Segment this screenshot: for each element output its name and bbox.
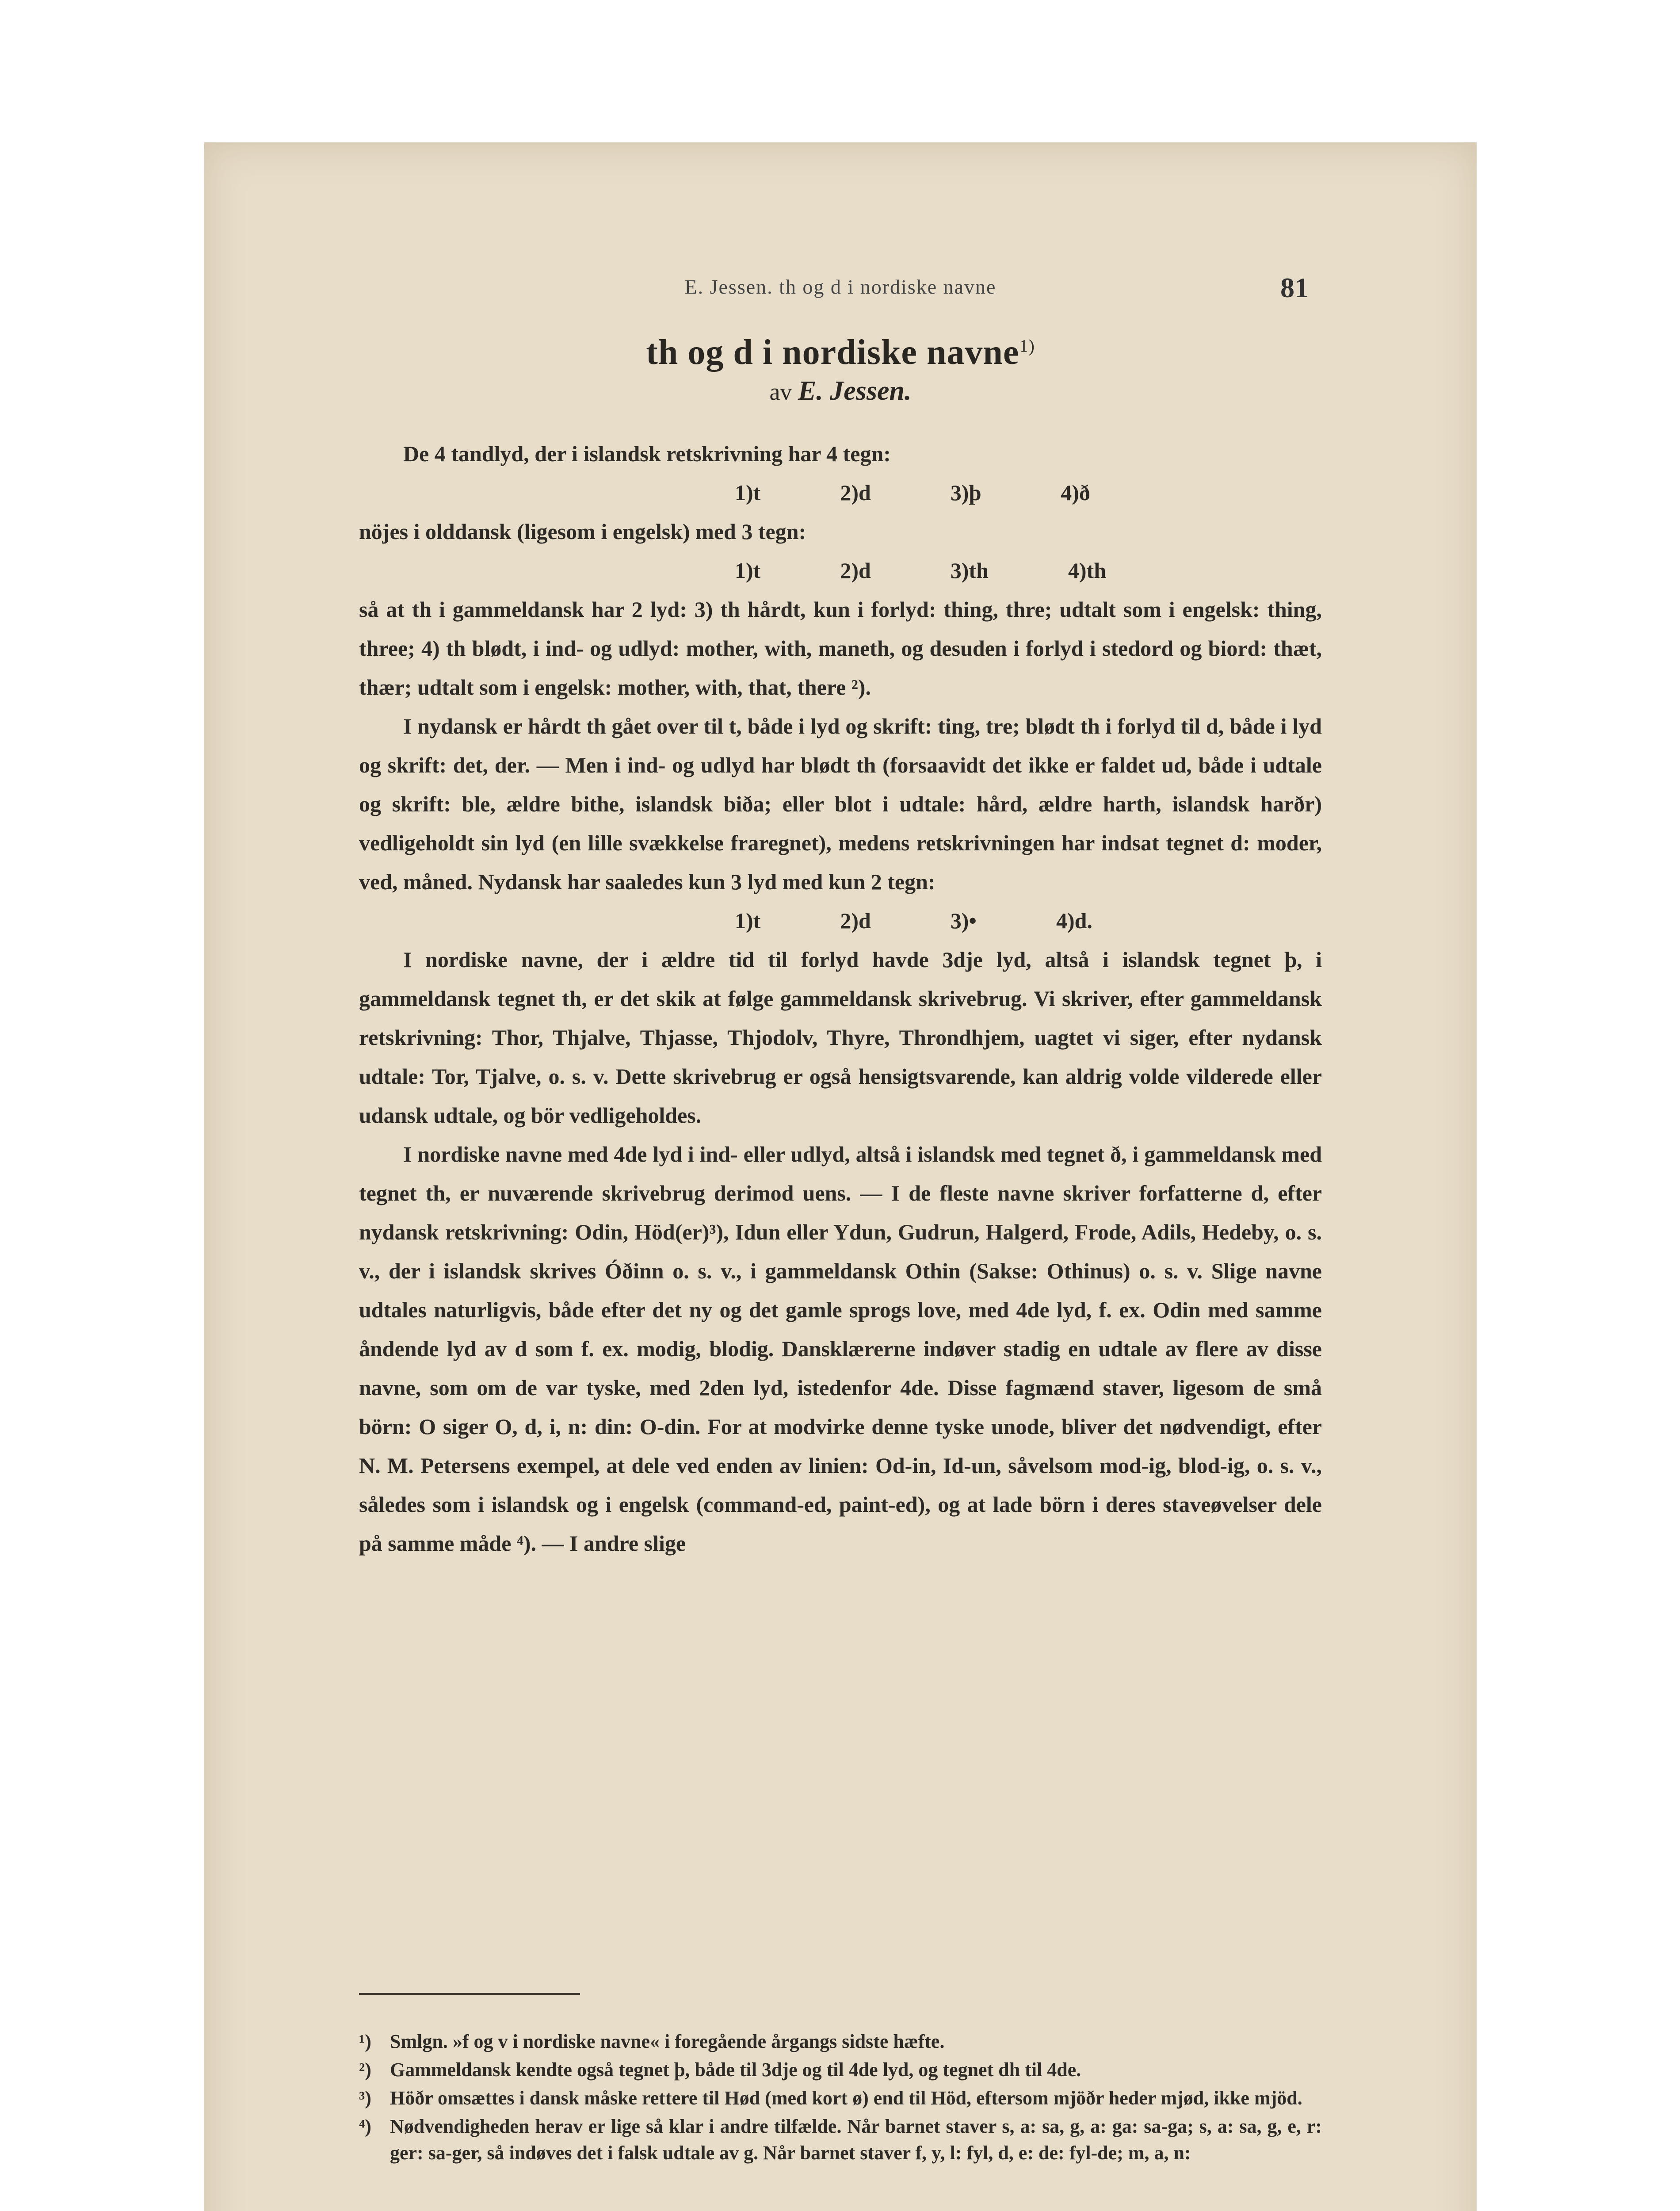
footnote-number: ³) (359, 2087, 371, 2109)
footnote-text: Nødvendigheden herav er lige så klar i andre tilfælde. Når barnet staver s, a: sa, g, a: ga: sa-ga; s, a: sa, g, e, r: ger: sa-ger, så indøves det i falsk udtale av g. Når barnet staver f, y, l: fyl, d, e: de: fyl-de; m, a, n: (390, 2115, 1322, 2164)
article-title-text: th og d i nordiske navne (646, 333, 1019, 372)
sign-item: 2)d (840, 908, 871, 933)
footnotes (359, 2028, 1322, 2168)
footnote-3 (359, 2085, 1322, 2112)
footnote-4 (359, 2113, 1322, 2166)
footnote-text: Smlgn. »f og v i nordiske navne« i foregående årgangs sidste hæfte. (390, 2031, 945, 2052)
footnote-divider (359, 1993, 580, 1995)
paragraph-1: De 4 tandlyd, der i islandsk retskrivning har 4 tegn: (403, 441, 891, 466)
footnote-number: ¹) (359, 2031, 371, 2052)
paragraph-6: I nordiske navne med 4de lyd i ind- eller udlyd, altså i islandsk med tegnet ð, i gammeldansk med tegnet th, er nuværende skrivebrug derimod uens. — I de fleste navne skriver forfatterne d, efter nydansk retskrivning: Odin, Höd(er)³), Idun eller Ydun, Gudrun, Halgerd, Frode, Adils, Hedeby, o. s. v., der i islandsk skrives Óðinn o. s. v., i gammeldansk Othin (Sakse: Othinus) o. s. v. Slige navne udtales naturligvis, både efter det ny og det gamle sprogs love, med 4de lyd, f. ex. Odin med samme åndende lyd av d som f. ex. modig, blodig. Dansklærerne indøver stadig en udtale av flere av disse navne, som om de var tyske, med 2den lyd, istedenfor 4de. Disse fagmænd staver, ligesom de små börn: O siger O, d, i, n: din: O-din. For at modvirke denne tyske unode, bliver det nødvendigt, efter N. M. Petersens exempel, at dele ved enden av linien: Od-in, Id-un, såvelsom mod-ig, blod-ig, o. s. v., således som i islandsk og i engelsk (command-ed, paint-ed), og at lade börn i deres staveøvelser dele på samme måde ⁴). — I andre slige (359, 1142, 1322, 1556)
running-header: E. Jessen. th og d i nordiske navne (684, 275, 997, 298)
sign-list-3 (359, 901, 1322, 940)
article-title (204, 333, 1477, 373)
page-number: 81 (1280, 272, 1309, 303)
sign-list-2 (359, 551, 1322, 590)
article-body (359, 434, 1322, 1563)
byline (204, 375, 1477, 407)
sign-item: 4)th (1068, 558, 1106, 583)
footnote-2 (359, 2057, 1322, 2083)
footnote-text: Höðr omsættes i dansk måske rettere til Hød (med kort ø) end til Höd, eftersom mjöðr heder mjød, ikke mjöd. (390, 2087, 1302, 2109)
paragraph-2: nöjes i olddansk (ligesom i engelsk) med 3 tegn: (359, 519, 806, 544)
footnote-1 (359, 2028, 1322, 2055)
scanned-page (204, 142, 1477, 2211)
footnote-number: ²) (359, 2059, 371, 2081)
sign-item: 1)t (735, 908, 761, 933)
sign-item: 1)t (735, 558, 761, 583)
sign-item: 1)t (735, 480, 761, 505)
paragraph-5: I nordiske navne, der i ældre tid til forlyd havde 3dje lyd, altså i islandsk tegnet þ, i gammeldansk tegnet th, er det skik at følge gammeldansk skrivebrug. Vi skriver, efter gammeldansk retskrivning: Thor, Thjalve, Thjasse, Thjodolv, Thyre, Throndhjem, uagtet vi siger, efter nydansk udtale: Tor, Tjalve, o. s. v. Dette skrivebrug er også hensigtsvarende, kan aldrig volde vilderede eller udansk udtale, og bör vedligeholdes. (359, 947, 1322, 1128)
sign-item: 4)d. (1056, 908, 1092, 933)
title-footnote-mark: 1) (1019, 336, 1035, 356)
sign-list-1 (359, 473, 1322, 512)
sign-item: 4)ð (1061, 480, 1090, 505)
paragraph-3: så at th i gammeldansk har 2 lyd: 3) th hårdt, kun i forlyd: thing, thre; udtalt som i engelsk: thing, three; 4) th blødt, i ind- og udlyd: mother, with, maneth, og desuden i forlyd i stedord og biord: thæt, thær; udtalt som i engelsk: mother, with, that, there ²). (359, 597, 1322, 700)
sign-item: 3)• (950, 908, 977, 933)
byline-prefix: av (769, 379, 792, 405)
sign-item: 2)d (840, 558, 871, 583)
sign-item: 3)th (950, 558, 989, 583)
title-block (204, 333, 1477, 407)
sign-item: 3)þ (950, 480, 981, 505)
footnote-text: Gammeldansk kendte også tegnet þ, både til 3dje og til 4de lyd, og tegnet dh til 4de. (390, 2059, 1081, 2081)
sign-item: 2)d (840, 480, 871, 505)
paragraph-4: I nydansk er hårdt th gået over til t, både i lyd og skrift: ting, tre; blødt th i forlyd til d, både i lyd og skrift: det, der. — Men i ind- og udlyd har blødt th (forsaavidt det ikke er faldet ud, både i udtale og skrift: ble, ældre bithe, islandsk biða; eller blot i udtale: hård, ældre harth, islandsk harðr) vedligeholdt sin lyd (en lille svækkelse fraregnet), medens retskrivningen har indsat tegnet d: moder, ved, måned. Nydansk har saaledes kun 3 lyd med kun 2 tegn: (359, 714, 1322, 894)
footnote-number: ⁴) (359, 2115, 371, 2137)
byline-author: E. Jessen. (798, 376, 912, 406)
